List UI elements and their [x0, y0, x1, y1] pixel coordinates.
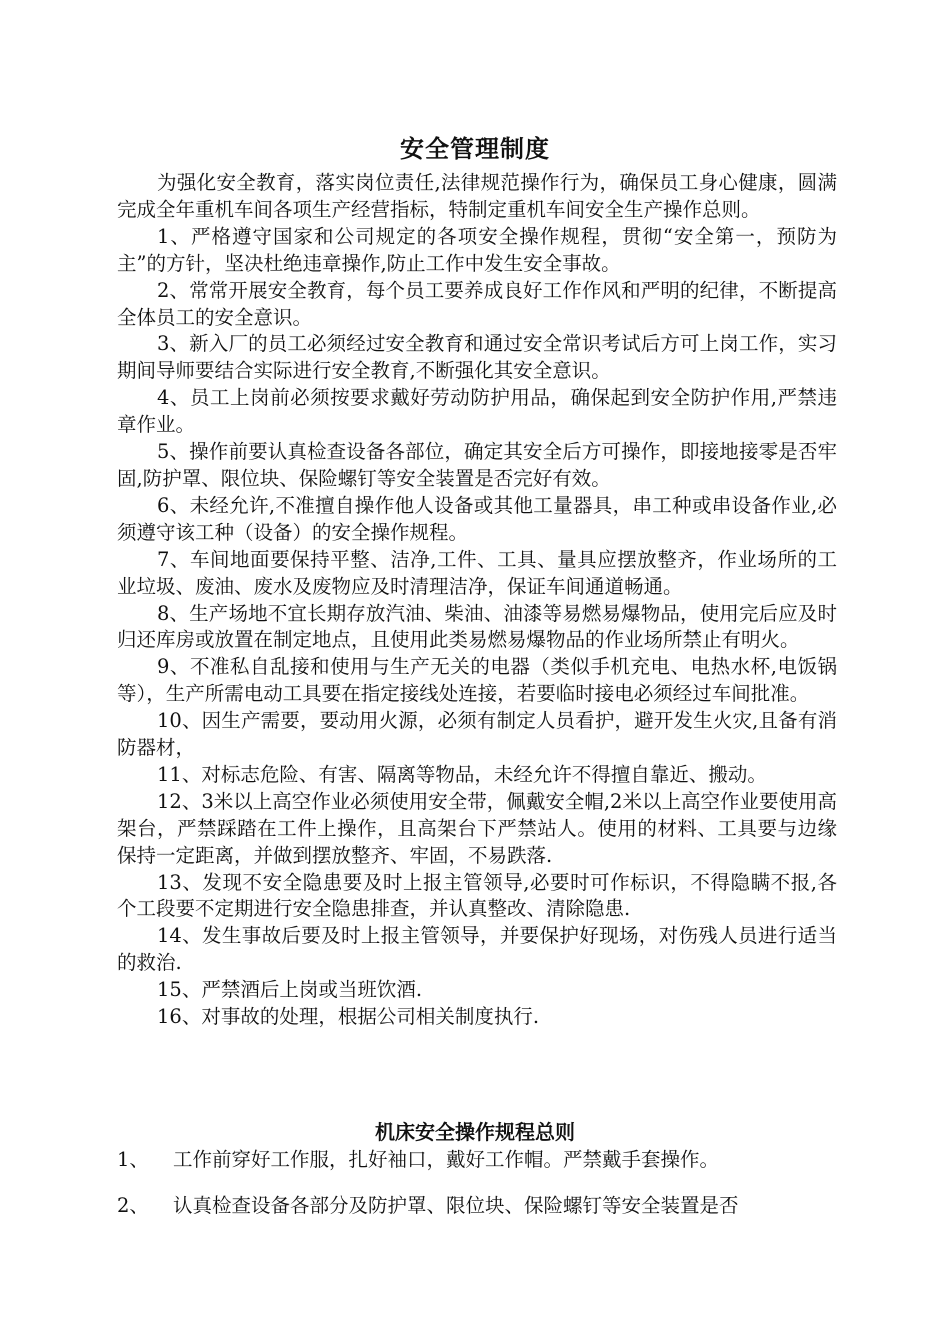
rule-item-5: 5、操作前要认真检查设备各部位，确定其安全后方可操作，即接地接零是否牢固,防护罩、限位块、保险螺钉等安全装置是否完好有效。 [117, 440, 837, 490]
operation-text: 认真检查设备各部分及防护罩、限位块、保险螺钉等安全装置是否 [173, 1194, 739, 1217]
rule-item-2: 2、常常开展安全教育，每个员工要养成良好工作作风和严明的纪律，不断提高全体员工的安全意识。 [117, 278, 837, 329]
operation-number: 1、 [117, 1148, 149, 1171]
rule-item-14: 14、发生事故后要及时上报主管领导，并要保护好现场，对伤残人员进行适当的救治. [117, 924, 837, 975]
rule-item-16: 16、对事故的处理，根据公司相关制度执行. [157, 1005, 540, 1029]
rule-item-13: 13、发现不安全隐患要及时上报主管领导,必要时可作标识，不得隐瞒不报,各个工段要不定期进行安全隐患排查，并认真整改、清除隐患. [117, 870, 837, 921]
section-title: 机床安全操作规程总则 [375, 1120, 575, 1144]
operation-text: 工作前穿好工作服，扎好袖口，戴好工作帽。严禁戴手套操作。 [173, 1148, 720, 1171]
operation-item-1 [117, 1146, 837, 1173]
rule-item-1: 1、严格遵守国家和公司规定的各项安全操作规程，贯彻“安全第一，预防为主”的方针，坚决杜绝违章操作,防止工作中发生安全事故。 [117, 224, 837, 275]
rule-item-4: 4、员工上岗前必须按要求戴好劳动防护用品，确保起到安全防护作用,严禁违章作业。 [117, 386, 837, 437]
operation-item-2 [117, 1192, 837, 1219]
page-title: 安全管理制度 [400, 134, 550, 163]
rule-item-9: 9、不准私自乱接和使用与生产无关的电器（类似手机充电、电热水杯,电饭锅等），生产所需电动工具要在指定接线处连接，若要临时接电必须经过车间批准。 [117, 655, 837, 706]
document-body [117, 170, 837, 1031]
rule-item-3: 3、新入厂的员工必须经过安全教育和通过安全常识考试后方可上岗工作，实习期间导师要结合实际进行安全教育,不断强化其安全意识。 [117, 332, 837, 383]
rule-item-6: 6、未经允许,不准擅自操作他人设备或其他工量器具，串工种或串设备作业,必须遵守该工种（设备）的安全操作规程。 [117, 493, 837, 544]
rule-item-11: 11、对标志危险、有害、隔离等物品，未经允许不得擅自靠近、搬动。 [157, 762, 767, 786]
rule-item-15: 15、严禁酒后上岗或当班饮酒. [157, 978, 423, 1002]
operation-number: 2、 [117, 1194, 149, 1217]
intro-paragraph: 为强化安全教育，落实岗位责任,法律规范操作行为，确保员工身心健康，圆满完成全年重机车间各项生产经营指标，特制定重机车间安全生产操作总则。 [117, 171, 837, 221]
rule-item-7: 7、车间地面要保持平整、洁净,工件、工具、量具应摆放整齐，作业场所的工业垃圾、废油、废水及废物应及时清理洁净，保证车间通道畅通。 [117, 547, 837, 598]
rule-item-10: 10、因生产需要，要动用火源，必须有制定人员看护，避开发生火灾,且备有消防器材， [117, 709, 837, 760]
rule-item-8: 8、生产场地不宜长期存放汽油、柴油、油漆等易燃易爆物品，使用完后应及时归还库房或放置在制定地点，且使用此类易燃易爆物品的作业场所禁止有明火。 [117, 601, 837, 652]
rule-item-12: 12、3米以上高空作业必须使用安全带，佩戴安全帽,2米以上高空作业要使用高架台，严禁踩踏在工件上操作，且高架台下严禁站人。使用的材料、工具要与边缘保持一定距离，并做到摆放整齐、牢固，不易跌落. [117, 789, 837, 867]
